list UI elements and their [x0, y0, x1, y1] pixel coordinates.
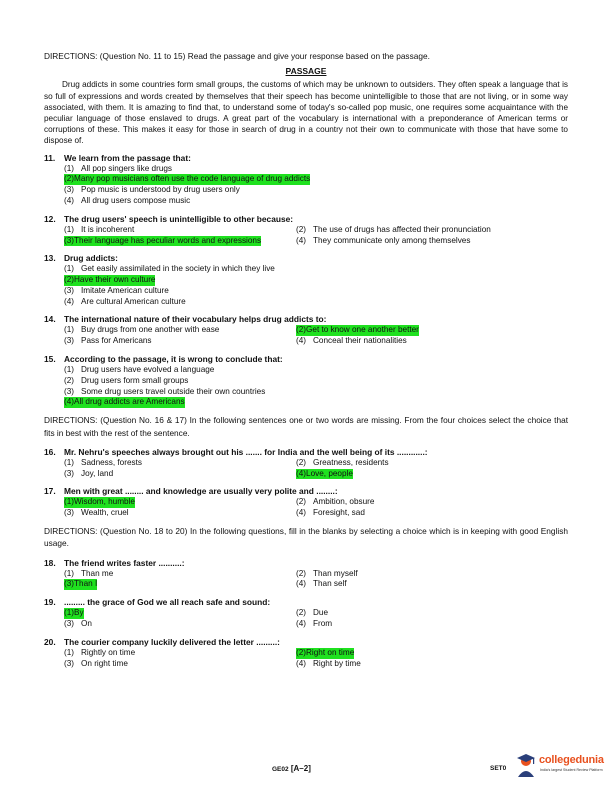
- question-number: 17.: [44, 486, 56, 497]
- question-17: [44, 485, 568, 519]
- passage-text: Drug addicts in some countries form small groups, the customs of which may be unknown to outsiders. They often speak a language that is so full of expressions and words created by themselves that their speech has become unintelligible to those that are not living, or in some way associated, with them. It is amazing to find that, to understand some of today's so-called pop music, one requires some acquaintance with the peculiar language of those enslaved to drugs. A great part of the vocabulary is international with a preponderance of American terms or corruptions of these. This makes it easy for those in search of drug in a country not their own to communicate with those that have some to dispose of.: [44, 80, 568, 146]
- option-11-4[interactable]: (4) All drug users compose music: [64, 195, 191, 205]
- question-18: [44, 557, 568, 591]
- option-18-2[interactable]: (2) Than myself: [296, 568, 358, 578]
- option-14-4[interactable]: (4) Conceal their nationalities: [296, 336, 407, 346]
- option-11-2-answer[interactable]: (2)Many pop musicians often use the code language of drug addicts: [64, 174, 311, 184]
- option-17-2[interactable]: (2) Ambition, obsure: [296, 497, 375, 507]
- question-text: The courier company luckily delivered the letter .........:: [64, 636, 280, 647]
- page-footer: [0, 754, 612, 782]
- question-number: 11.: [44, 152, 56, 163]
- collegedunia-logo: [513, 750, 609, 782]
- exam-page: [44, 50, 568, 675]
- directions-11-15: DIRECTIONS: (Question No. 11 to 15) Read the passage and give your response based on the passage.: [44, 51, 430, 61]
- option-18-3-answer[interactable]: (3)Than I: [64, 579, 98, 589]
- question-text: The international nature of their vocabulary helps drug addicts to:: [64, 314, 327, 325]
- question-19: [44, 596, 568, 630]
- option-16-4-answer[interactable]: (4)Love, people: [296, 468, 353, 478]
- question-number: 18.: [44, 557, 56, 568]
- option-17-4[interactable]: (4) Foresight, sad: [296, 508, 365, 518]
- question-text: We learn from the passage that:: [64, 152, 191, 163]
- question-text: Drug addicts:: [64, 253, 118, 264]
- option-20-1[interactable]: (1) Rightly on time: [64, 647, 136, 657]
- question-14: [44, 313, 568, 347]
- option-13-2-answer[interactable]: (2)Have their own culture: [64, 275, 156, 285]
- option-17-1-answer[interactable]: (1)Wisdom, humble: [64, 497, 135, 507]
- graduate-icon: [515, 752, 537, 778]
- option-14-3[interactable]: (3) Pass for Americans: [64, 336, 152, 346]
- question-16: [44, 446, 568, 480]
- logo-name: collegedunia: [539, 754, 604, 766]
- directions-16-17: DIRECTIONS: (Question No. 16 & 17) In the following sentences one or two words are missing. From the four choices select the choice that fits in best with the rest of the sentence.: [44, 415, 568, 438]
- option-13-3[interactable]: (3) Imitate American culture: [64, 285, 169, 295]
- question-text: The drug users' speech is unintelligible to other because:: [64, 213, 294, 224]
- option-12-1[interactable]: (1) It is incoherent: [64, 224, 135, 234]
- option-18-4[interactable]: (4) Than self: [296, 579, 347, 589]
- option-18-1[interactable]: (1) Than me: [64, 568, 114, 578]
- option-14-2-answer[interactable]: (2)Get to know one another better: [296, 325, 419, 335]
- question-text: ......... the grace of God we all reach safe and sound:: [64, 597, 271, 608]
- question-text: The friend writes faster ..........:: [64, 557, 185, 568]
- option-13-1[interactable]: (1) Get easily assimilated in the society in which they live: [64, 264, 275, 274]
- question-number: 12.: [44, 213, 56, 224]
- question-11: [44, 152, 568, 207]
- question-number: 15.: [44, 354, 56, 365]
- option-19-4[interactable]: (4) From: [296, 619, 333, 629]
- question-text: Men with great ........ and knowledge are usually very polite and ........:: [64, 486, 338, 497]
- option-16-3[interactable]: (3) Joy, land: [64, 468, 114, 478]
- question-text: According to the passage, it is wrong to conclude that:: [64, 354, 283, 365]
- question-number: 16.: [44, 446, 56, 457]
- option-15-2[interactable]: (2) Drug users form small groups: [64, 375, 189, 385]
- option-12-4[interactable]: (4) They communicate only among themselves: [296, 235, 471, 245]
- option-11-3[interactable]: (3) Pop music is understood by drug users only: [64, 185, 240, 195]
- question-number: 14.: [44, 314, 56, 325]
- option-13-4[interactable]: (4) Are cultural American culture: [64, 296, 186, 306]
- directions-18-20: DIRECTIONS: (Question No. 18 to 20) In the following questions, fill in the blanks by selecting a choice which is in keeping with good English usage.: [44, 526, 568, 549]
- option-11-1[interactable]: (1) All pop singers like drugs: [64, 163, 173, 173]
- option-16-2[interactable]: (2) Greatness, residents: [296, 457, 389, 467]
- option-17-3[interactable]: (3) Wealth, cruel: [64, 508, 129, 518]
- question-13: [44, 252, 568, 307]
- question-text: Mr. Nehru's speeches always brought out his ....... for India and the well being of its ............:: [64, 446, 428, 457]
- question-number: 20.: [44, 636, 56, 647]
- question-20: [44, 636, 568, 670]
- question-number: 19.: [44, 597, 56, 608]
- option-19-2[interactable]: (2) Due: [296, 608, 329, 618]
- option-16-1[interactable]: (1) Sadness, forests: [64, 457, 142, 467]
- logo-tagline: India's largest Student Review Platform: [540, 768, 603, 772]
- page-code: GE02 [A–2]: [272, 764, 311, 773]
- set-label: SET0: [490, 765, 507, 772]
- option-12-3-answer[interactable]: (3)Their language has peculiar words and expressions: [64, 235, 262, 245]
- option-15-1[interactable]: (1) Drug users have evolved a language: [64, 365, 215, 375]
- question-number: 13.: [44, 253, 56, 264]
- option-20-2-answer[interactable]: (2)Right on time: [296, 647, 355, 657]
- question-15: [44, 353, 568, 408]
- passage-title: PASSAGE: [285, 66, 327, 77]
- option-15-3[interactable]: (3) Some drug users travel outside their own countries: [64, 386, 266, 396]
- option-14-1[interactable]: (1) Buy drugs from one another with ease: [64, 325, 220, 335]
- option-19-1-answer[interactable]: (1)By: [64, 608, 84, 618]
- question-12: [44, 213, 568, 247]
- option-15-4-answer[interactable]: (4)All drug addicts are Americans: [64, 397, 185, 407]
- option-20-4[interactable]: (4) Right by time: [296, 658, 361, 668]
- option-20-3[interactable]: (3) On right time: [64, 658, 128, 668]
- option-12-2[interactable]: (2) The use of drugs has affected their pronunciation: [296, 224, 491, 234]
- option-19-3[interactable]: (3) On: [64, 619, 92, 629]
